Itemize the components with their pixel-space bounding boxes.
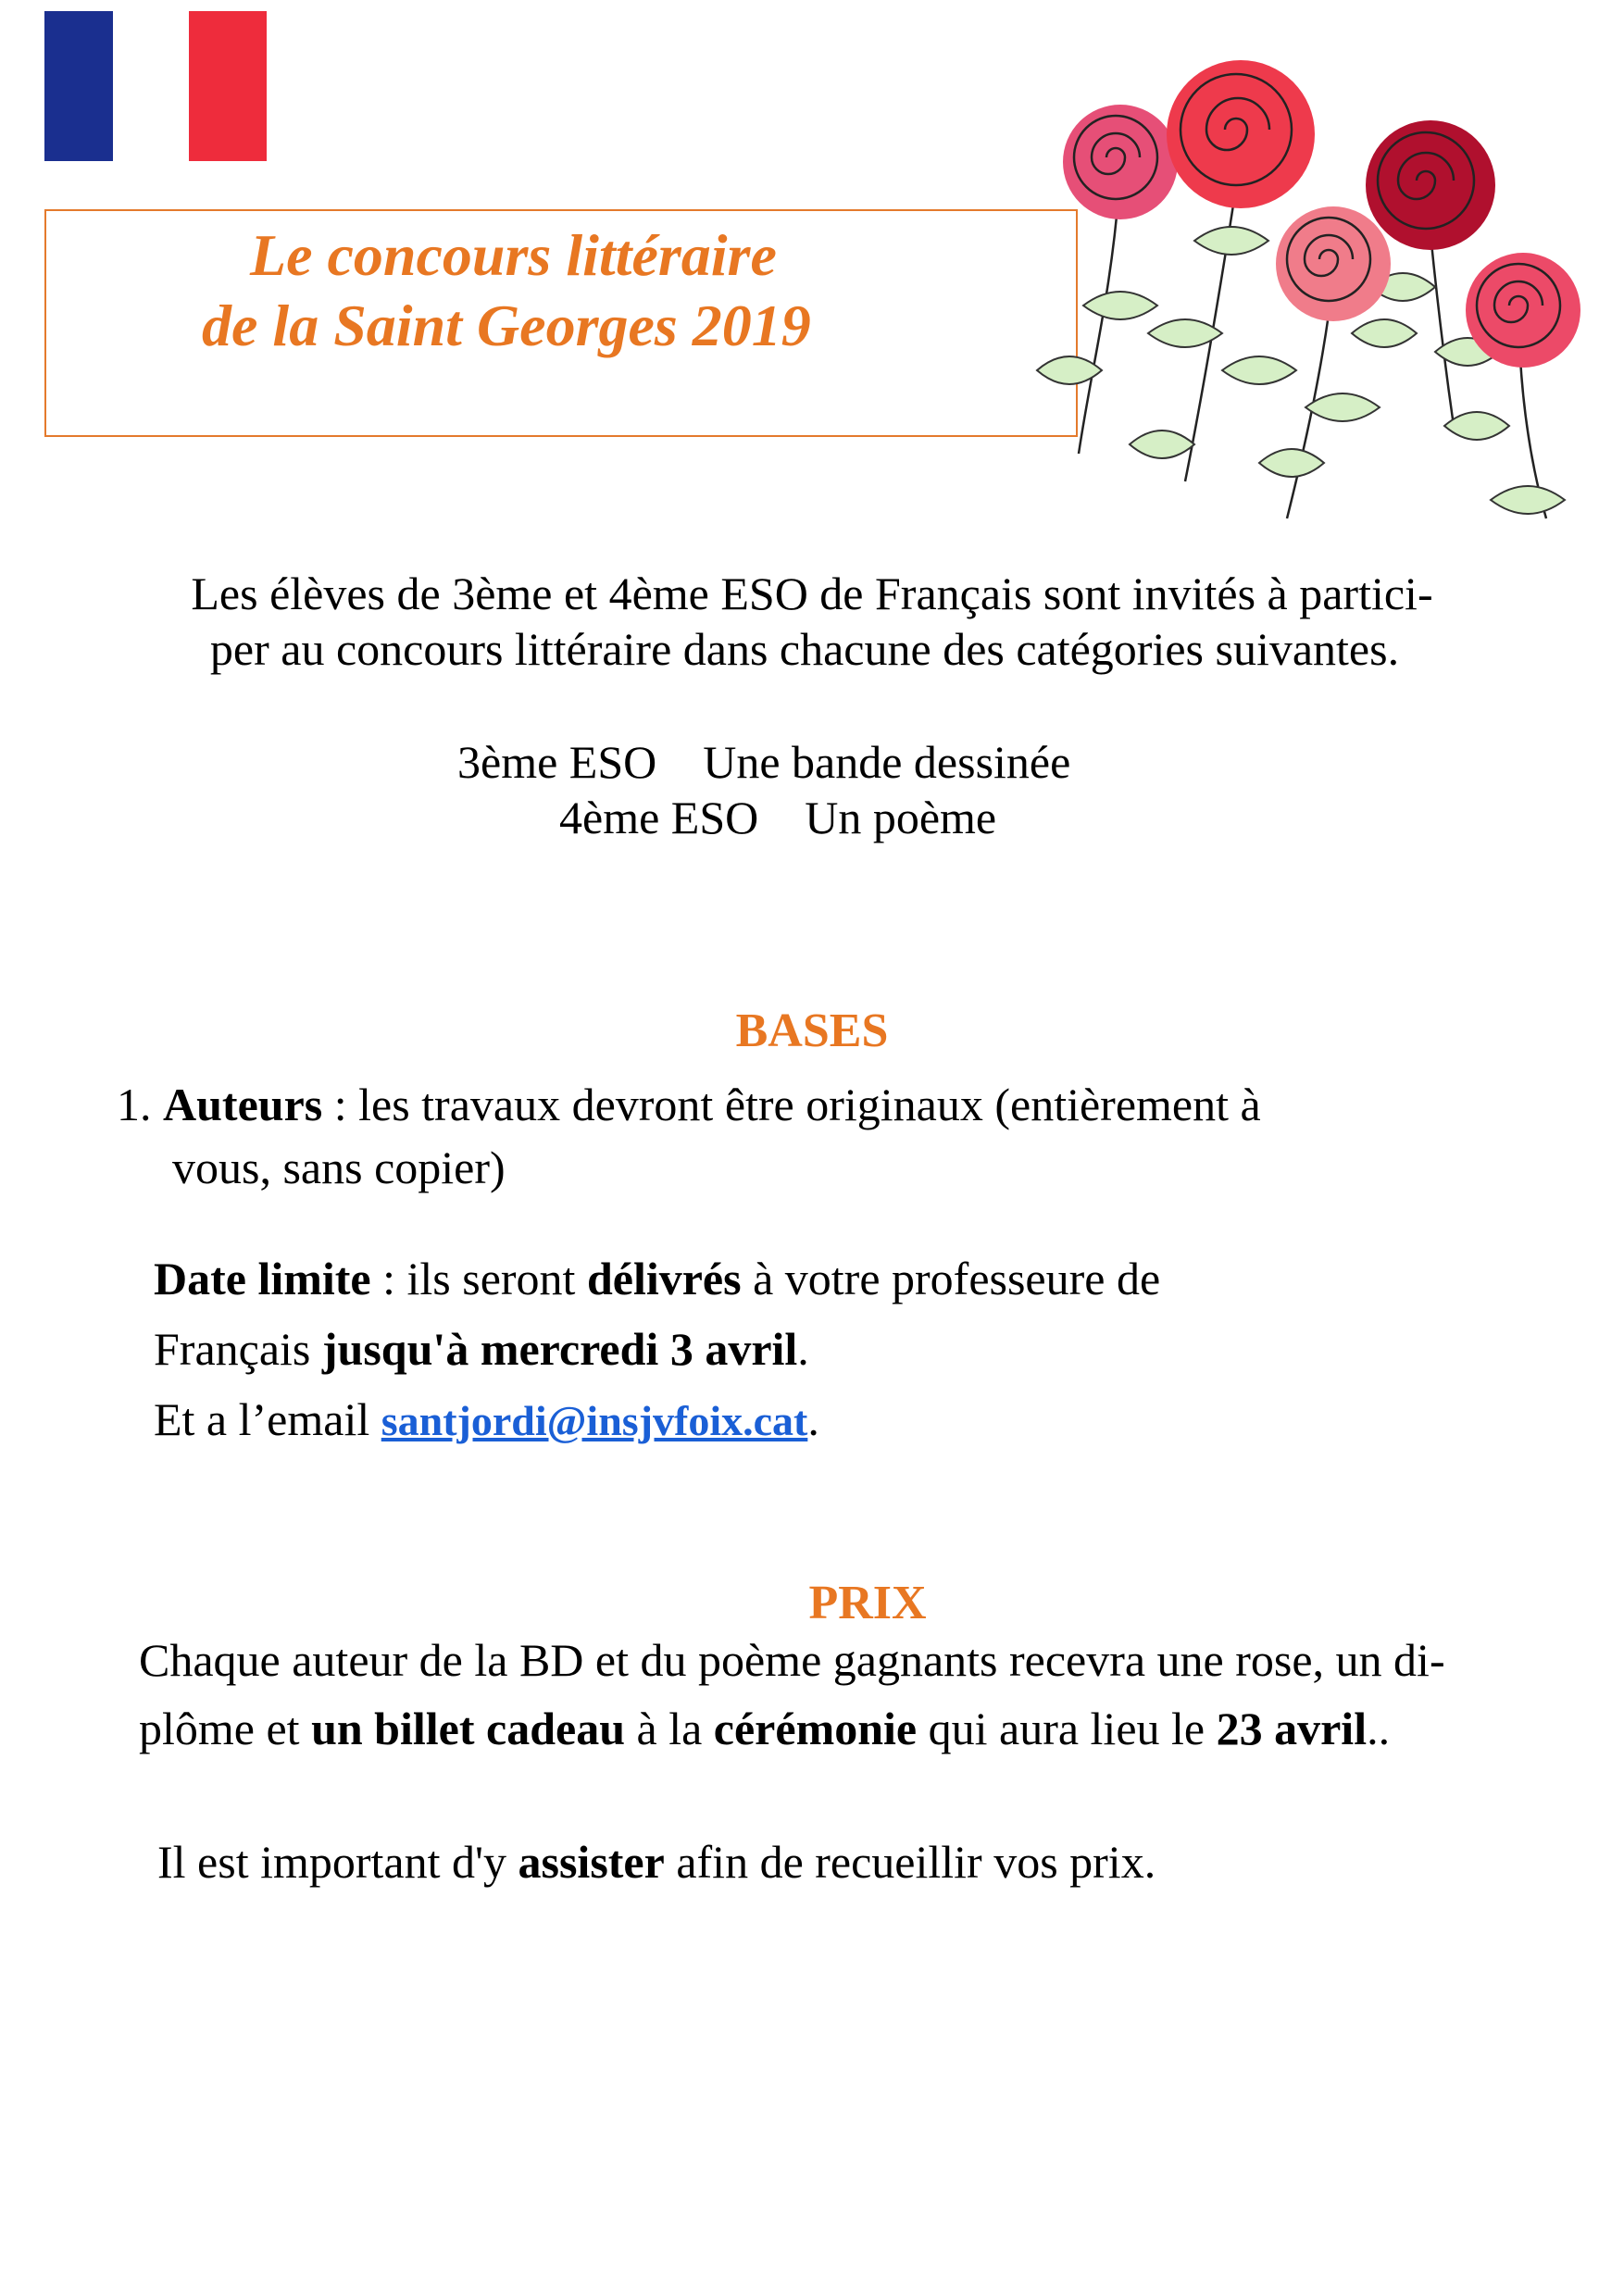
date-line2-end: . [797,1323,809,1375]
french-flag-icon [44,11,267,161]
prix-line-2 [139,1705,1390,1752]
date-text-b: à votre professeure de [741,1253,1161,1304]
category-1-level: 3ème ESO [457,736,657,788]
category-1 [457,736,1071,788]
auteurs-label: Auteurs [163,1079,323,1130]
prix-line2-b: à la [625,1703,714,1754]
date-line2-a: Français [154,1323,322,1375]
auteurs-text-1: : les travaux devront être originaux (entièrement à [322,1079,1261,1130]
prix-line2-c: qui aura lieu le [917,1703,1217,1754]
title-line-1: Le concours littéraire [250,222,777,288]
prix-note-a: Il est important d'y [157,1836,518,1888]
roses-illustration-icon [1028,56,1583,555]
prix-note [157,1836,1156,1888]
prix-heading: PRIX [808,1577,927,1629]
prix-note-b: afin de recueillir vos prix. [664,1836,1156,1888]
flag-white-band [113,11,189,161]
auteurs-line-2: vous, sans copier) [172,1142,506,1193]
date-label: Date limite [154,1253,371,1304]
date-bold-a: délivrés [586,1253,742,1304]
bases-heading: BASES [735,1004,889,1057]
category-2-level: 4ème ESO [559,792,759,843]
intro-line-1: Les élèves de 3ème et 4ème ESO de Français sont invités à partici- [191,568,1433,619]
prix-line-1: Chaque auteur de la BD et du poème gagnants recevra une rose, un di- [139,1634,1445,1686]
email-end: . [807,1393,819,1445]
auteurs-line-1 [117,1081,1261,1128]
email-line [154,1393,819,1445]
prix-line2-bold-a: un billet cadeau [311,1703,626,1754]
date-line-2 [154,1323,809,1375]
prix-line2-end: .. [1367,1703,1391,1754]
title-line-2: de la Saint Georges 2019 [202,293,811,358]
intro-line-2: per au concours littéraire dans chacune des catégories suivantes. [209,623,1400,675]
prix-line2-bold-b: cérémonie [713,1703,918,1754]
category-2-item: Un poème [805,792,997,843]
list-number: 1. [117,1079,152,1130]
prix-note-bold: assister [518,1836,665,1888]
prix-line2-a: plôme et [139,1703,312,1754]
prix-line2-bold-c: 23 avril [1216,1703,1368,1754]
category-1-item: Une bande dessinée [703,736,1071,788]
date-line-1 [154,1255,1160,1302]
category-2 [559,794,996,841]
date-text-a: : ils seront [370,1253,587,1304]
flag-blue-band [44,11,113,161]
email-prefix: Et a l’email [154,1393,381,1445]
email-link[interactable]: santjordi@insjvfoix.cat [381,1397,808,1444]
date-line2-bold: jusqu'à mercredi 3 avril [321,1323,798,1375]
flag-red-band [189,11,267,161]
